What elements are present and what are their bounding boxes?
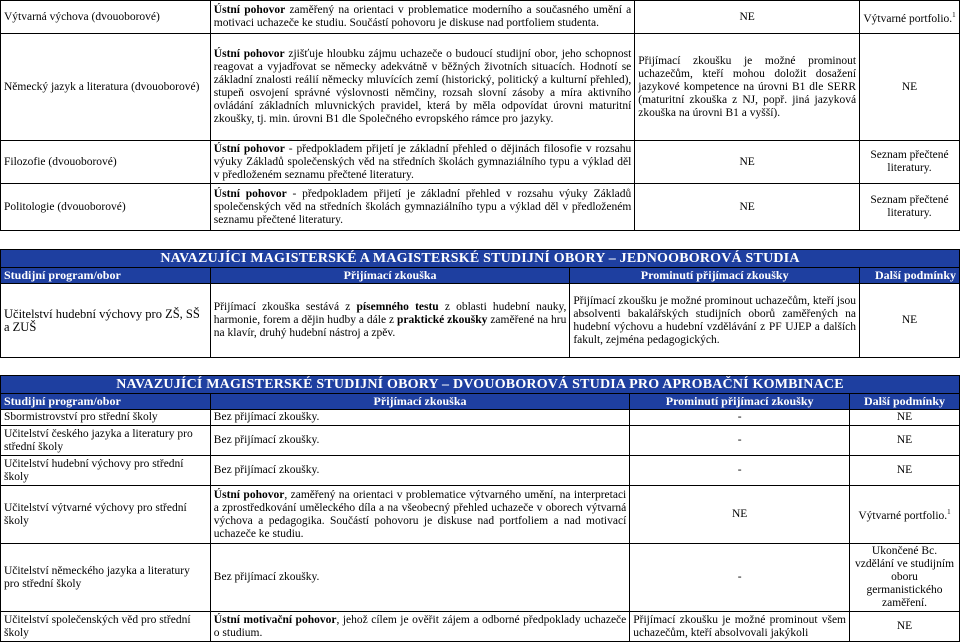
waiver-cell: - xyxy=(630,426,850,456)
program-cell: Učitelství hudební výchovy pro ZŠ, SŠ a ZUŠ xyxy=(1,284,211,358)
table-row xyxy=(1,410,960,426)
column-header: Přijímací zkouška xyxy=(210,394,629,410)
exam-cell: Bez přijímací zkoušky. xyxy=(210,456,629,486)
column-header: Další podmínky xyxy=(860,268,960,284)
program-cell: Učitelství českého jazyka a literatury pro střední školy xyxy=(1,426,211,456)
other-cell: Ukončené Bc. vzdělání ve studijním oboru germanistického zaměření. xyxy=(850,544,960,612)
table-row xyxy=(1,284,960,358)
column-header: Studijní program/obor xyxy=(1,268,211,284)
program-cell: Německý jazyk a literatura (dvouoborové) xyxy=(1,34,211,141)
exam-cell: Ústní pohovor zaměřený na orientaci v problematice moderního a současného umění a motivaci uchazeče ke studiu. Součástí pohovoru je diskuse nad portfoliem studenta. xyxy=(210,1,634,34)
section2-title: NAVAZUJÍCÍ MAGISTERSKÉ STUDIJNÍ OBORY – DVOUOBOROVÁ STUDIA PRO APROBAČNÍ KOMBINACE xyxy=(1,376,960,394)
section1-header-row xyxy=(1,268,960,284)
table-row xyxy=(1,426,960,456)
other-cell: Výtvarné portfolio.$^1$ xyxy=(850,486,960,544)
top-table xyxy=(0,0,960,231)
exam-cell: Ústní pohovor - předpokladem přijetí je základní přehled v rozsahu výuky Základů společenských věd na středních školách gymnaziálního typu a výklad děl v předloženém seznamu přečtené literatury. xyxy=(210,184,634,231)
waiver-cell: - xyxy=(630,544,850,612)
other-cell: Seznam přečtené literatury. xyxy=(860,141,960,184)
table-row xyxy=(1,184,960,231)
program-cell: Učitelství výtvarné výchovy pro střední školy xyxy=(1,486,211,544)
exam-cell: Ústní pohovor zjišťuje hloubku zájmu uchazeče o budoucí studijní obor, jeho schopnost reagovat a vyjadřovat se německy adekvátně v běžných životních situacích. Hodnotí se základní znalosti reálií německy mluvících zemí (historický, politický a kulturní přehled), stupeň osvojení správné výslovnosti němčiny, rozsah slovní zásoby a míra aktivního ovládání základních mluvnických pravidel, která by měla odpovídat úrovni maturitní zkoušky, tj. min. úrovni B1 dle Společného evropského rámce pro jazyky. xyxy=(210,34,634,141)
other-cell: Výtvarné portfolio.$^1$ xyxy=(860,1,960,34)
waiver-cell: NE xyxy=(635,1,860,34)
waiver-cell: NE xyxy=(635,184,860,231)
exam-cell: Bez přijímací zkoušky. xyxy=(210,544,629,612)
column-header: Další podmínky xyxy=(850,394,960,410)
other-cell: NE xyxy=(850,426,960,456)
section1-title: NAVAZUJÍCI MAGISTERSKÉ A MAGISTERSKÉ STUDIJNÍ OBORY – JEDNOOBOROVÁ STUDIA xyxy=(1,250,960,268)
other-cell: NE xyxy=(850,456,960,486)
column-header: Přijímací zkouška xyxy=(210,268,570,284)
column-header: Prominutí přijímací zkoušky xyxy=(630,394,850,410)
other-cell: NE xyxy=(860,284,960,358)
table-row xyxy=(1,1,960,34)
waiver-cell: - xyxy=(630,456,850,486)
exam-cell: Ústní motivační pohovor, jehož cílem je ověřit zájem a odborné předpoklady uchazeče o studium. xyxy=(210,612,629,642)
section2-header-row xyxy=(1,394,960,410)
program-cell: Učitelství německého jazyka a literatury pro střední školy xyxy=(1,544,211,612)
waiver-cell: Přijímací zkoušku je možné prominout všem uchazečům, kteří absolvovali jakýkoli xyxy=(630,612,850,642)
other-cell: Seznam přečtené literatury. xyxy=(860,184,960,231)
program-cell: Politologie (dvouoborové) xyxy=(1,184,211,231)
program-cell: Sbormistrovství pro střední školy xyxy=(1,410,211,426)
exam-cell: Ústní pohovor, zaměřený na orientaci v problematice výtvarného umění, na interpretaci a zprostředkování uměleckého díla a na všeobecný přehled uchazeče v oborech výtvarná výchova a pedagogika. Součástí pohovoru je diskuse nad portfoliem a nad motivací uchazeče ke studiu. xyxy=(210,486,629,544)
program-cell: Filozofie (dvouoborové) xyxy=(1,141,211,184)
table-row xyxy=(1,544,960,612)
waiver-cell: - xyxy=(630,410,850,426)
exam-cell: Přijímací zkouška sestává z písemného testu z oblasti hudební nauky, harmonie, forem a dějin hudby a dále z praktické zkoušky zaměřené na hru na klavír, druhý hudební nástroj a zpěv. xyxy=(210,284,570,358)
table-row xyxy=(1,141,960,184)
table-row xyxy=(1,612,960,642)
other-cell: NE xyxy=(850,612,960,642)
section2-table xyxy=(0,375,960,642)
program-cell: Výtvarná výchova (dvouoborové) xyxy=(1,1,211,34)
table-row xyxy=(1,456,960,486)
column-header: Studijní program/obor xyxy=(1,394,211,410)
exam-cell: Bez přijímací zkoušky. xyxy=(210,426,629,456)
program-cell: Učitelství hudební výchovy pro střední školy xyxy=(1,456,211,486)
column-header: Prominutí přijímací zkoušky xyxy=(570,268,860,284)
exam-cell: Bez přijímací zkoušky. xyxy=(210,410,629,426)
other-cell: NE xyxy=(850,410,960,426)
table-row xyxy=(1,486,960,544)
waiver-cell: NE xyxy=(630,486,850,544)
program-cell: Učitelství společenských věd pro střední školy xyxy=(1,612,211,642)
waiver-cell: NE xyxy=(635,141,860,184)
waiver-cell: Přijímací zkoušku je možné prominout uchazečům, kteří jsou absolventi bakalářských studijních oborů zaměřených na hudební výchovu a hudební vzdělávání z PF UJEP a dalších fakult, zejména pedagogických. xyxy=(570,284,860,358)
other-cell: NE xyxy=(860,34,960,141)
table-row xyxy=(1,34,960,141)
exam-cell: Ústní pohovor - předpokladem přijetí je základní přehled o dějinách filosofie v rozsahu výuky Základů společenských věd na středních školách gymnaziálního typu a výklad děl v předloženém seznamu přečtené literatury. xyxy=(210,141,634,184)
waiver-cell: Přijímací zkoušku je možné prominout uchazečům, kteří mohou doložit dosažení jazykové kompetence na úrovni B1 dle SERR (maturitní zkouška z NJ, popř. jiná jazyková zkouška na úrovni B1 a vyšší). xyxy=(635,34,860,141)
section1-table xyxy=(0,249,960,358)
